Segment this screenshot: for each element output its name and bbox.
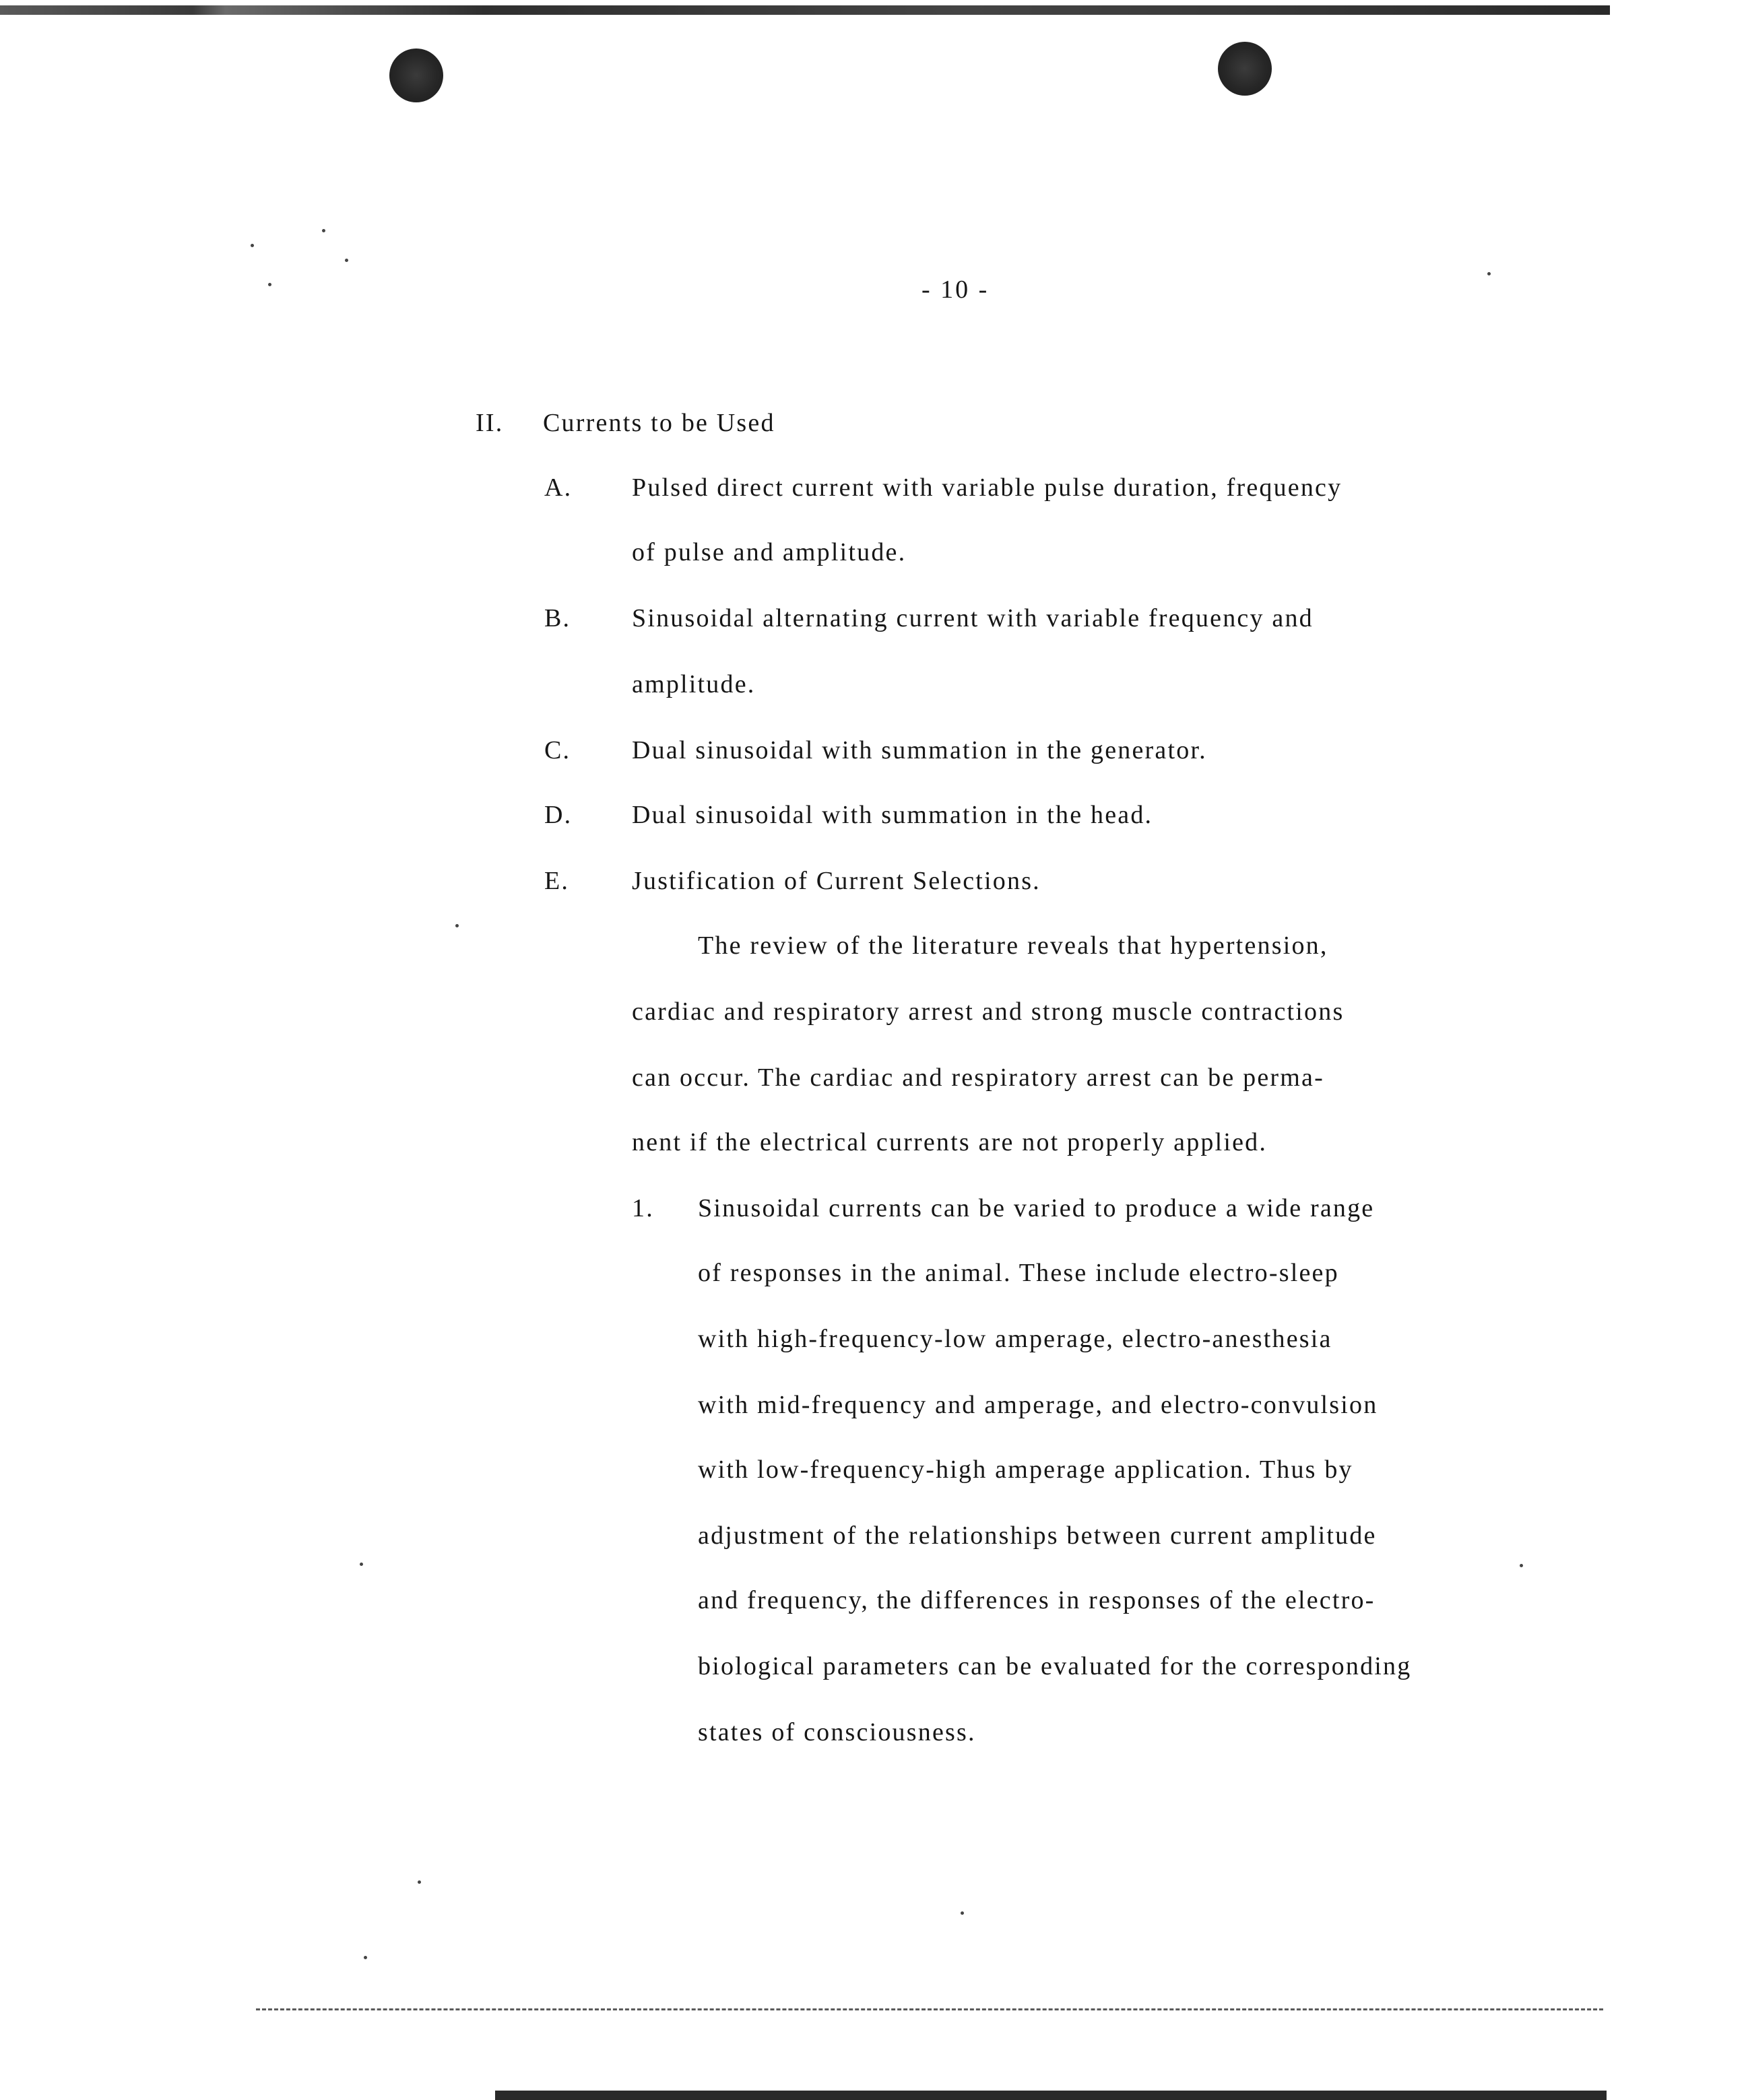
scan-dashed-rule: [256, 2008, 1603, 2010]
item-text: Dual sinusoidal with summation in the head.: [632, 801, 1153, 829]
subitem-line: with low-frequency-high amperage application. Thus by: [698, 1455, 1353, 1484]
paragraph-line: nent if the electrical currents are not properly applied.: [632, 1128, 1268, 1156]
subitem-line: and frequency, the differences in responses of the electro-: [698, 1586, 1376, 1614]
punch-hole-left: [389, 48, 443, 102]
subitem-line: with mid-frequency and amperage, and electro-convulsion: [698, 1391, 1378, 1419]
subitem-line: states of consciousness.: [698, 1718, 976, 1746]
subitem-line: of responses in the animal. These include electro-sleep: [698, 1259, 1339, 1287]
item-letter: D.: [544, 801, 573, 829]
scan-speck: [364, 1956, 367, 1959]
item-letter: B.: [544, 604, 571, 632]
paragraph-line: The review of the literature reveals that hypertension,: [698, 931, 1328, 960]
punch-hole-right: [1218, 42, 1272, 96]
subitem-line: with high-frequency-low amperage, electro-anesthesia: [698, 1325, 1332, 1353]
scan-speck: [455, 924, 459, 927]
scan-speck: [1520, 1564, 1523, 1567]
scan-speck: [345, 259, 348, 262]
scan-speck: [1487, 272, 1491, 275]
item-text: Justification of Current Selections.: [632, 867, 1041, 895]
item-letter: C.: [544, 736, 571, 764]
item-letter: A.: [544, 473, 573, 502]
scan-top-edge: [0, 5, 1610, 15]
scan-speck: [268, 283, 271, 286]
scan-speck: [961, 1911, 964, 1915]
page-number: - 10 -: [922, 275, 990, 304]
item-letter: E.: [544, 867, 570, 895]
item-text: of pulse and amplitude.: [632, 538, 907, 566]
subitem-numeral: 1.: [632, 1194, 654, 1222]
section-numeral: II.: [476, 409, 504, 437]
scan-speck: [418, 1880, 421, 1884]
item-text: Pulsed direct current with variable pulse duration, frequency: [632, 473, 1343, 502]
subitem-line: biological parameters can be evaluated for the corresponding: [698, 1652, 1412, 1680]
scan-bottom-edge: [495, 2091, 1607, 2100]
item-text: amplitude.: [632, 670, 756, 698]
subitem-line: adjustment of the relationships between current amplitude: [698, 1521, 1377, 1550]
scan-speck: [251, 244, 254, 247]
paragraph-line: can occur. The cardiac and respiratory arrest can be perma-: [632, 1063, 1324, 1092]
scan-speck: [360, 1563, 363, 1566]
item-text: Sinusoidal alternating current with variable frequency and: [632, 604, 1314, 632]
item-text: Dual sinusoidal with summation in the generator.: [632, 736, 1207, 764]
scan-speck: [322, 229, 325, 232]
paragraph-line: cardiac and respiratory arrest and strong muscle contractions: [632, 997, 1345, 1026]
subitem-line: Sinusoidal currents can be varied to produce a wide range: [698, 1194, 1375, 1222]
section-title: Currents to be Used: [543, 409, 775, 437]
